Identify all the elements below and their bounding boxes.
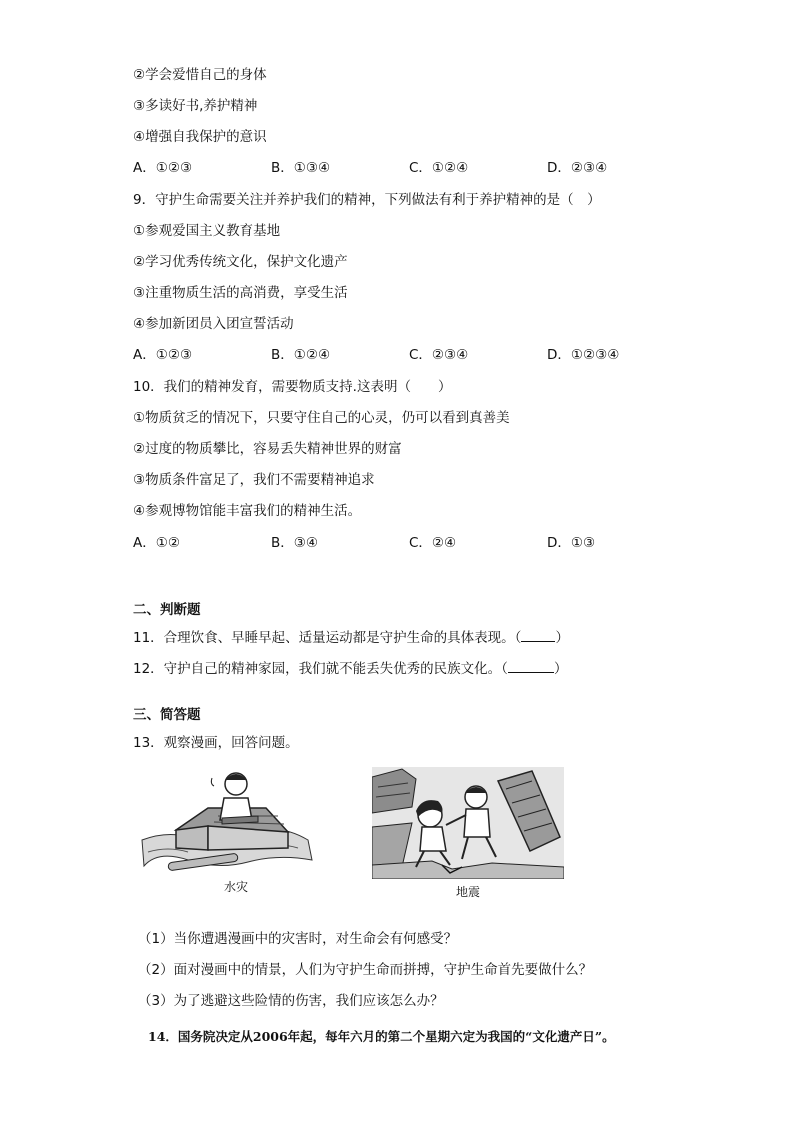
q9-option-d[interactable]: D．①②③④: [547, 347, 620, 363]
q9-item-3: ③注重物质生活的高消费，享受生活: [133, 285, 348, 301]
q8-option-b[interactable]: B．①③④: [271, 160, 331, 176]
q10-option-c[interactable]: C．②④: [409, 535, 457, 551]
q10-option-a[interactable]: A．①②: [133, 535, 180, 551]
q9-item-1: ①参观爱国主义教育基地: [133, 223, 281, 239]
q13-sub-2: （2）面对漫画中的情景，人们为守护生命而拼搏，守护生命首先要做什么？: [138, 962, 593, 978]
q8-item-3: ③多读好书,养护精神: [133, 98, 258, 114]
q10-stem: 10．我们的精神发育，需要物质支持.这表明（ ）: [133, 379, 452, 395]
section-2-title: 二、判断题: [133, 602, 201, 618]
q9-stem: 9．守护生命需要关注并养护我们的精神，下列做法有利于养护精神的是（ ）: [133, 192, 601, 208]
q14-stem: 14．国务院决定从2006年起，每年六月的第二个星期六定为我国的“文化遗产日”。: [148, 1029, 615, 1044]
q13-stem: 13．观察漫画，回答问题。: [133, 735, 299, 751]
q12-text: 12．守护自己的精神家园，我们就不能丢失优秀的民族文化。（: [133, 661, 508, 677]
q11-statement: [133, 629, 569, 647]
q13-sub-1: （1）当你遭遇漫画中的灾害时，对生命会有何感受？: [138, 931, 458, 947]
q10-option-d[interactable]: D．①③: [547, 535, 596, 551]
q13-sub-3: （3）为了逃避这些险情的伤害，我们应该怎么办？: [138, 993, 444, 1009]
q8-item-2: ②学会爱惜自己的身体: [133, 67, 267, 83]
q11-text: 11．合理饮食、早睡早起、适量运动都是守护生命的具体表现。（: [133, 630, 522, 646]
q10-item-1: ①物质贫乏的情况下，只要守住自己的心灵，仍可以看到真善美: [133, 410, 510, 426]
section-3-title: 三、简答题: [133, 707, 201, 723]
q9-item-2: ②学习优秀传统文化，保护文化遗产: [133, 254, 348, 270]
q9-option-c[interactable]: C．②③④: [409, 347, 469, 363]
q9-item-4: ④参加新团员入团宣誓活动: [133, 316, 294, 332]
earthquake-cartoon-image: [372, 767, 564, 879]
q8-item-4: ④增强自我保护的意识: [133, 129, 267, 145]
q10-item-4: ④参观博物馆能丰富我们的精神生活。: [133, 503, 362, 519]
q11-close: ）: [555, 630, 569, 646]
q12-statement: [133, 660, 567, 678]
flood-caption: 水灾: [224, 880, 249, 894]
q8-option-a[interactable]: A．①②③: [133, 160, 193, 176]
q9-option-a[interactable]: A．①②③: [133, 347, 193, 363]
q12-answer-blank[interactable]: [508, 660, 554, 673]
q10-option-b[interactable]: B．③④: [271, 535, 318, 551]
q9-option-b[interactable]: B．①②④: [271, 347, 331, 363]
q12-close: ）: [553, 661, 568, 677]
flood-cartoon-image: [138, 768, 318, 878]
q10-item-3: ③物质条件富足了，我们不需要精神追求: [133, 472, 375, 488]
earthquake-caption: 地震: [456, 885, 481, 899]
q10-item-2: ②过度的物质攀比，容易丢失精神世界的财富: [133, 441, 402, 457]
q11-answer-blank[interactable]: [521, 629, 555, 642]
q8-option-c[interactable]: C．①②④: [409, 160, 469, 176]
q8-option-d[interactable]: D．②③④: [547, 160, 608, 176]
